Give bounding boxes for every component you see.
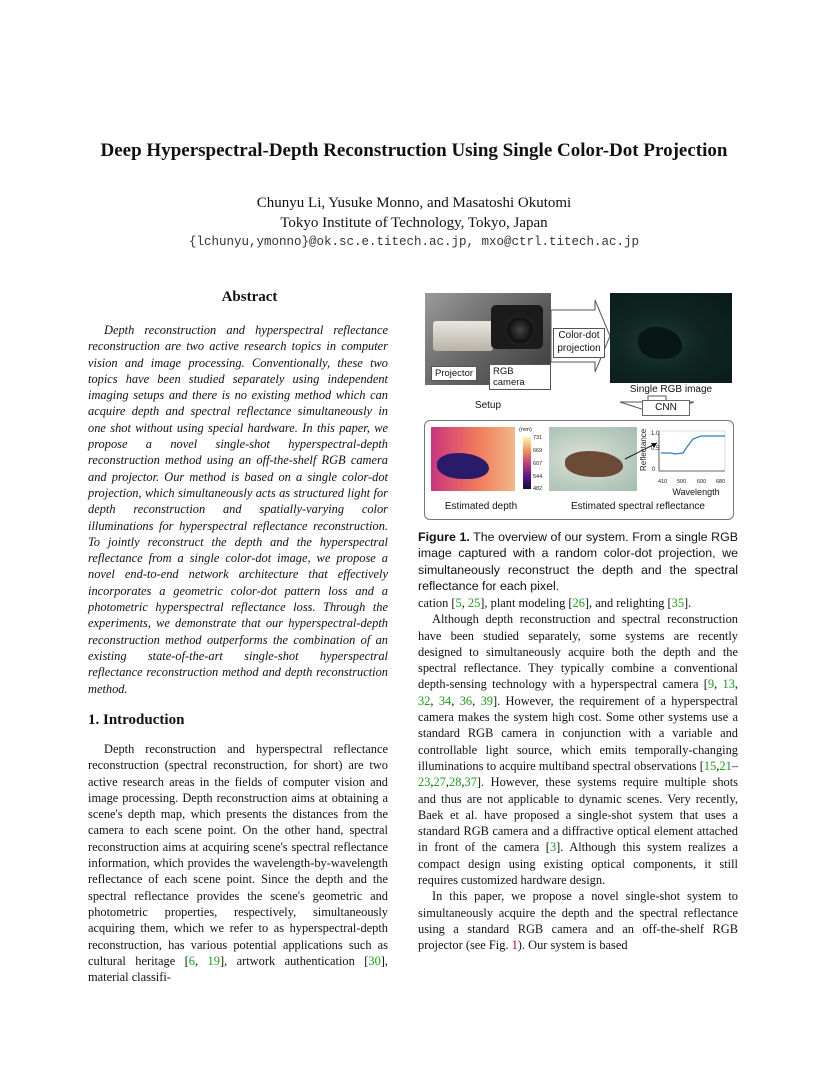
citation-link[interactable]: 27 — [433, 775, 446, 790]
citation-link[interactable]: 39 — [480, 693, 493, 708]
citation-link[interactable]: 36 — [459, 693, 473, 708]
estimated-spectral-label: Estimated spectral reflectance — [571, 501, 705, 512]
colorbar-tick: 669 — [533, 448, 543, 454]
affiliation: Tokyo Institute of Technology, Tokyo, Japan — [280, 215, 548, 231]
intro-text: ], material classifi- — [88, 953, 388, 985]
citation-separator: , — [430, 693, 439, 708]
citation-link[interactable]: 23 — [418, 775, 431, 790]
body-text: ]. However, these systems require multiple shots and thus are not applicable to dynamic scenes. Very recently, Baek et al. have proposed a single-shot system that uses a standard RGB camera and a diffractive optical element attached in front of the camera [ — [418, 775, 738, 855]
citation-link[interactable]: 5 — [455, 596, 462, 610]
citation-link[interactable]: 34 — [438, 693, 452, 708]
citation-link[interactable]: 13 — [722, 677, 735, 692]
citation-link[interactable]: 9 — [707, 677, 715, 692]
intro-text: ], artwork authentication [ — [219, 953, 369, 968]
colorbar-unit: (mm) — [519, 427, 532, 433]
plot-xtick: 680 — [716, 479, 726, 485]
continued-paragraph — [418, 595, 738, 611]
citation-link[interactable]: 32 — [418, 693, 431, 708]
plot-ytick: 0.5 — [651, 446, 660, 452]
body-paragraph — [418, 888, 738, 953]
citation-separator: , — [451, 693, 460, 708]
citation-link[interactable]: 26 — [572, 596, 585, 610]
abstract-text: Depth reconstruction and hyperspectral reflectance reconstruction are two active research topics in computer vision and image processing. Conventionally, these two topics have been studied separately using independent imaging setups and there is no existing method which can acquire depth and spectral reflectance simultaneously in one shot without using special hardware. In this paper, we propose a novel single-shot hyperspectral-depth reconstruction method using an off-the-shelf RGB camera and projector. Our method is based on a single color-dot projection, which simultaneously acts as structured light for depth reconstruction and spatially-varying color illuminations for hyperspectral reflectance reconstruction. To jointly reconstruct the depth and the hyperspectral reflectance from a single color-dot image, we propose a novel end-to-end network architecture that effectively incorporates a geometric color-dot pattern loss and a photometric hyperspectral reflectance loss. Through the experiments, we demonstrate that our hyperspectral-depth reconstruction method outperforms the combination of an existing state-of-the-art single-shot hyperspectral reflectance reconstruction method and depth reconstruction method. — [88, 323, 388, 696]
setup-label: Setup — [474, 400, 502, 411]
citation-link[interactable]: 30 — [368, 953, 381, 968]
citation-separator: , — [734, 677, 738, 692]
cnn-label: CNN — [642, 400, 690, 416]
body-text: ]. However, the requirement of a hyperspectral camera makes the system high cost. Some other systems use a standard RGB camera in conjunction with a variable and controllable light source, which emits temporally-changing illuminations to acquire multiband spectral observations [ — [418, 693, 738, 773]
body-text: ], plant modeling [ — [480, 596, 573, 610]
citation-separator: , — [472, 693, 481, 708]
citation-link[interactable]: 28 — [449, 775, 462, 790]
citation-link[interactable]: 15 — [703, 758, 717, 773]
hand-silhouette — [638, 327, 682, 359]
rgb-camera-label: RGB camera — [489, 364, 551, 390]
citation-separator: , — [461, 775, 465, 790]
plot-ytick: 0 — [652, 467, 656, 473]
citation-link[interactable]: 21 — [719, 758, 732, 773]
intro-text: Depth reconstruction and hyperspectral reflectance reconstruction (spectral reconstruction, for short) are two active research areas in the fields of computer vision and image processing. Depth reconstruction aims at obtaining a scene's depth map, which presents the distances from the camera to each scene point. On the other hand, spectral reconstruction aims at acquiring scene's spectral reflectance information, which provides the wavelength-by-wavelength reflectance of each scene point. Since the depth and the spectral reflectance provides the scene's geometric and photometric properties, respectively, simultaneously acquiring them, which we refer to as hyperspectral-depth reconstruction, has various potential applications such as cultural heritage [ — [88, 742, 388, 968]
figure-ref-link[interactable]: 1 — [511, 938, 518, 953]
right-column-body — [418, 595, 738, 954]
body-text: ]. — [684, 596, 692, 610]
citation-link[interactable]: 19 — [207, 953, 220, 968]
caption-text: The overview of our system. From a single RGB image captured with a random color-dot projection, we simultaneously reconstruct the depth and the spectral reflectance for each pixel. — [418, 530, 738, 593]
plot-ytick: 1.0 — [651, 431, 660, 437]
citation-link[interactable]: 37 — [464, 775, 477, 790]
author-list: Chunyu Li, Yusuke Monno, and Masatoshi Okutomi — [256, 195, 572, 211]
plot-xtick: 600 — [697, 479, 707, 485]
citation-separator: – — [731, 758, 738, 773]
estimated-depth-label: Estimated depth — [444, 501, 518, 512]
citation-separator: , — [445, 775, 449, 790]
body-text: ]. Although this system realizes a compact design using existing optical components, it still requires customized hardware design. — [418, 840, 738, 888]
body-text: , — [461, 596, 468, 610]
body-text: cation [ — [418, 596, 456, 610]
section-heading-introduction: 1. Introduction — [88, 712, 185, 728]
intro-paragraph — [88, 741, 388, 985]
output-panel — [424, 420, 734, 520]
colorbar-tick: 731 — [533, 435, 543, 441]
reflectance-plot — [657, 429, 727, 477]
citation-link[interactable]: 3 — [549, 840, 557, 855]
body-text: ). Our system is based — [517, 938, 628, 953]
citation-separator: , — [716, 758, 720, 773]
plot-xlabel: Wavelength — [672, 487, 720, 497]
figure-1 — [420, 290, 740, 520]
citation-separator: , — [714, 677, 723, 692]
single-rgb-label: Single RGB image — [629, 384, 713, 395]
colorbar-tick: 607 — [533, 461, 543, 467]
body-text: ], and relighting [ — [584, 596, 672, 610]
color-dot-projection-label: Color-dot projection — [553, 328, 605, 358]
body-text: In this paper, we propose a novel single-shot system to simultaneously acquire the depth and the spectral reflectance using a standard RGB camera and an off-the-shelf RGB projector (see Fig. — [418, 889, 738, 953]
colorbar-tick: 544 — [533, 474, 543, 480]
plot-ylabel: Reflectance — [639, 428, 648, 471]
body-paragraph — [418, 611, 738, 888]
citation-link[interactable]: 25 — [467, 596, 481, 610]
single-rgb-image — [610, 293, 732, 383]
email-addresses: {lchunyu,ymonno}@ok.sc.e.titech.ac.jp, mxo@ctrl.titech.ac.jp — [188, 235, 640, 249]
colorbar-tick: 482 — [533, 486, 543, 492]
paper-title: Deep Hyperspectral-Depth Reconstruction Using Single Color-Dot Projection — [100, 140, 728, 161]
body-text: Although depth reconstruction and spectral reconstruction have been studied separately, some systems are recently designed to simultaneously acquire both the depth and the spectral reflectance. They typically combine a conventional depth-sensing technology with a hyperspectral camera [ — [418, 612, 738, 692]
abstract-heading: Abstract — [221, 289, 278, 305]
plot-xtick: 410 — [658, 479, 668, 485]
citation-separator: , — [430, 775, 434, 790]
figure-caption — [418, 529, 738, 594]
plot-xtick: 500 — [677, 479, 687, 485]
caption-label: Figure 1. — [418, 530, 470, 544]
projector-label: Projector — [431, 366, 477, 381]
citation-link[interactable]: 6 — [188, 953, 195, 968]
citation-link[interactable]: 35 — [671, 596, 685, 610]
citation-separator: , — [194, 953, 208, 968]
